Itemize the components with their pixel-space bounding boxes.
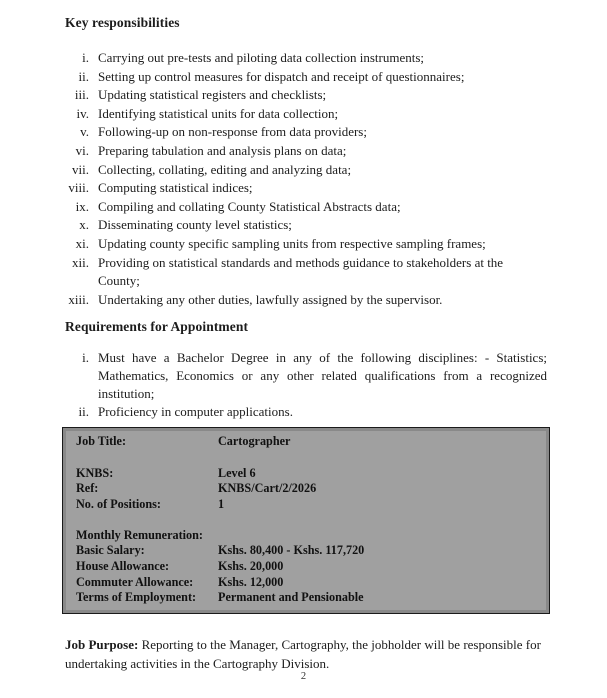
- item-text: Carrying out pre-tests and piloting data collection instruments;: [98, 50, 425, 65]
- item-numeral: xi.: [75, 235, 89, 251]
- list-item: [65, 179, 547, 198]
- job-detail-row: [76, 590, 535, 606]
- job-detail-row: [76, 543, 535, 559]
- item-text: Proficiency in computer applications.: [98, 404, 293, 420]
- job-purpose-paragraph: [65, 636, 547, 674]
- item-text: Updating statistical registers and checklists;: [98, 87, 327, 103]
- requirements-heading: Requirements for Appointment: [65, 319, 249, 335]
- job-detail-row: [76, 559, 535, 575]
- item-numeral: i.: [82, 350, 89, 366]
- item-text: Following-up on non-response from data providers;: [98, 124, 367, 140]
- list-item: [65, 235, 547, 254]
- row-label: Monthly Remuneration:: [76, 527, 203, 542]
- item-text: Preparing tabulation and analysis plans on data;: [98, 142, 347, 158]
- item-numeral: xii.: [72, 254, 89, 270]
- item-numeral: i.: [82, 50, 89, 65]
- job-purpose-label: Job Purpose:: [65, 637, 139, 653]
- row-label: KNBS:: [76, 465, 114, 480]
- row-value: Cartographer: [218, 434, 291, 449]
- item-numeral: x.: [79, 217, 89, 233]
- row-label: Basic Salary:: [76, 543, 145, 558]
- item-numeral: ii.: [78, 404, 89, 420]
- row-value: [218, 528, 535, 544]
- job-detail-row: [76, 528, 535, 544]
- list-item: [65, 142, 547, 161]
- item-numeral: iii.: [74, 87, 89, 103]
- requirements-list: [65, 349, 547, 421]
- row-value: 1: [218, 496, 225, 511]
- list-item: [65, 49, 547, 68]
- item-numeral: ix.: [75, 198, 89, 214]
- row-label: Commuter Allowance:: [76, 574, 194, 589]
- item-text: Computing statistical indices;: [98, 180, 253, 196]
- row-label: Job Title:: [76, 434, 126, 449]
- item-numeral: vi.: [75, 142, 89, 158]
- row-value: KNBS/Cart/2/2026: [218, 481, 317, 496]
- row-label: House Allowance:: [76, 559, 170, 574]
- list-item: [65, 349, 547, 403]
- item-numeral: vii.: [72, 161, 89, 177]
- row-label: No. of Positions:: [76, 496, 161, 511]
- item-text: Setting up control measures for dispatch and receipt of questionnaires;: [98, 68, 465, 84]
- list-item: [65, 161, 547, 180]
- job-detail-row: [76, 575, 535, 591]
- row-value: Kshs. 80,400 - Kshs. 117,720: [218, 543, 365, 558]
- job-detail-row: [76, 481, 535, 497]
- list-item: [65, 216, 547, 235]
- responsibilities-list: [65, 49, 547, 309]
- item-text: Identifying statistical units for data collection;: [98, 105, 339, 121]
- item-numeral: ii.: [78, 68, 89, 84]
- list-item: [65, 105, 547, 124]
- key-responsibilities-heading: Key responsibilities: [65, 15, 180, 30]
- list-item: [65, 68, 547, 87]
- list-item: [65, 291, 547, 310]
- item-text: Collecting, collating, editing and analyzing data;: [98, 161, 352, 177]
- row-value: Permanent and Pensionable: [218, 590, 364, 605]
- row-spacer: [76, 512, 535, 528]
- item-numeral: v.: [80, 124, 89, 140]
- job-purpose-text: Reporting to the Manager, Cartography, the jobholder will be responsible for undertaking activities in the Cartography Division.: [65, 637, 541, 672]
- row-spacer: [76, 450, 535, 466]
- item-numeral: viii.: [68, 180, 89, 196]
- item-text: Compiling and collating County Statistical Abstracts data;: [98, 198, 401, 214]
- item-numeral: xiii.: [68, 291, 89, 307]
- row-value: Level 6: [218, 465, 256, 480]
- row-value: Kshs. 12,000: [218, 574, 284, 589]
- page-number: 2: [300, 671, 307, 682]
- list-item: [65, 86, 547, 105]
- job-detail-row: [76, 466, 535, 482]
- job-details-box: [62, 427, 550, 614]
- item-text: Must have a Bachelor Degree in any of the following disciplines: - Statistics; Mathematics, Economics or any other related qualifications from a recognized institution;: [98, 350, 547, 402]
- list-item: [65, 403, 547, 421]
- row-label: Ref:: [76, 481, 99, 496]
- row-value: Kshs. 20,000: [218, 559, 284, 574]
- list-item: [65, 198, 547, 217]
- item-text: Undertaking any other duties, lawfully assigned by the supervisor.: [98, 291, 443, 307]
- row-label: Terms of Employment:: [76, 590, 197, 605]
- list-item: [65, 123, 547, 142]
- item-text: Updating county specific sampling units from respective sampling frames;: [98, 235, 486, 251]
- item-text: Providing on statistical standards and methods guidance to stakeholders at the County;: [98, 254, 504, 289]
- job-detail-row: [76, 497, 535, 513]
- job-detail-row: [76, 434, 535, 450]
- item-numeral: iv.: [76, 105, 89, 121]
- list-item: [65, 254, 547, 291]
- item-text: Disseminating county level statistics;: [98, 217, 292, 233]
